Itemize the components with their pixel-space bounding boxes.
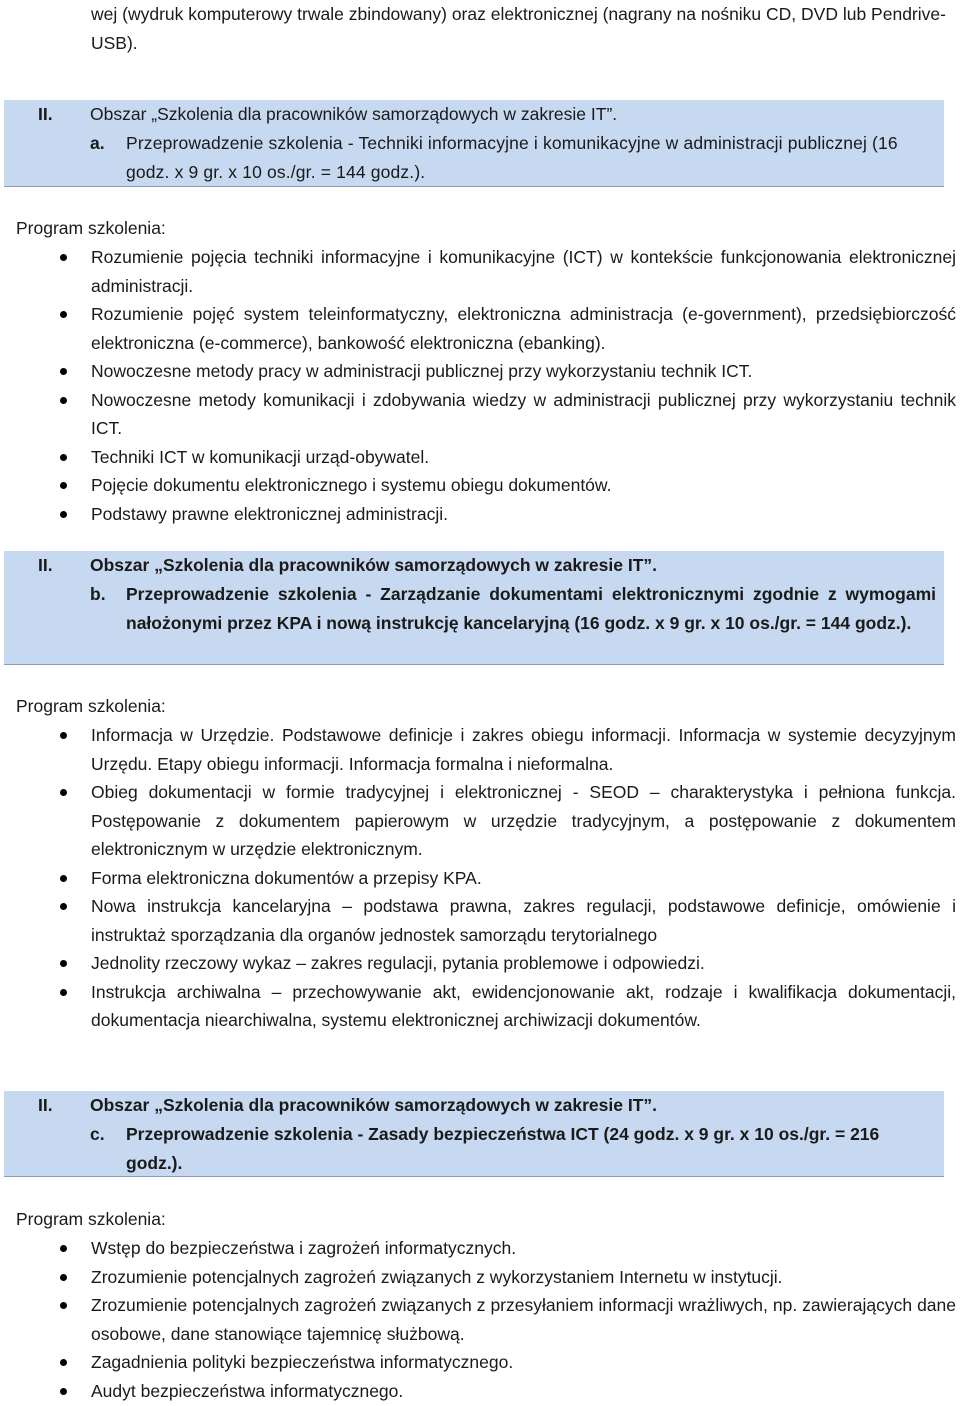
bullet-icon (60, 511, 67, 518)
section-subtitle: Przeprowadzenie szkolenia - Zasady bezpieczeństwa ICT (24 godz. x 9 gr. x 10 os./gr. = 216 godz.). (126, 1124, 880, 1173)
bullet-icon (60, 368, 67, 375)
bullet-icon (60, 989, 67, 996)
list-item: Instrukcja archiwalna – przechowywanie akt, ewidencjonowanie akt, rodzaje i kwalifikacja dokumentacji, dokumentacja niearchiwalna, systemu elektronicznej archiwizacji dokumentów. (0, 978, 960, 1035)
bullet-icon (60, 254, 67, 261)
section-header-b (4, 551, 944, 665)
program-label: Program szkolenia: (16, 1209, 166, 1229)
program-list-a (0, 243, 960, 528)
list-item: Wstęp do bezpieczeństwa i zagrożeń informatycznych. (0, 1234, 960, 1263)
section-header-a (4, 100, 944, 187)
section-title: Obszar „Szkolenia dla pracowników samorządowych w zakresie IT”. (90, 555, 657, 575)
list-item: Zrozumienie potencjalnych zagrożeń związanych z przesyłaniem informacji wrażliwych, np. zawierających dane osobowe, dane stanowiące tajemnicę służbową. (0, 1291, 960, 1348)
program-label: Program szkolenia: (16, 218, 166, 238)
list-item: Podstawy prawne elektronicznej administracji. (0, 500, 960, 529)
section-subtitle: Przeprowadzenie szkolenia - Zarządzanie dokumentami elektronicznymi zgodnie z wymogami nałożonymi przez KPA i nową instrukcję kancelaryjną (16 godz. x 9 gr. x 10 os./gr. = 144 godz.). (126, 584, 936, 633)
bullet-icon (60, 1388, 67, 1395)
bullet-icon (60, 875, 67, 882)
list-item: Techniki ICT w komunikacji urząd-obywatel. (0, 443, 960, 472)
list-item: Rozumienie pojęć system teleinformatyczny, elektroniczna administracja (e-government), przedsiębiorczość elektroniczna (e-commerce), bankowość elektroniczna (ebanking). (0, 300, 960, 357)
list-item: Nowoczesne metody komunikacji i zdobywania wiedzy w administracji publicznej przy wykorzystaniu technik ICT. (0, 386, 960, 443)
section-title: Obszar „Szkolenia dla pracowników samorządowych w zakresie IT”. (90, 104, 618, 124)
program-list-c (0, 1234, 960, 1405)
program-label: Program szkolenia: (16, 696, 166, 716)
list-item: Pojęcie dokumentu elektronicznego i systemu obiegu dokumentów. (0, 471, 960, 500)
list-item: Audyt bezpieczeństwa informatycznego. (0, 1377, 960, 1406)
program-list-b (0, 721, 960, 1035)
list-item: Zagadnienia polityki bezpieczeństwa informatycznego. (0, 1348, 960, 1377)
bullet-icon (60, 732, 67, 739)
bullet-icon (60, 1302, 67, 1309)
bullet-icon (60, 960, 67, 967)
section-header-c (4, 1091, 944, 1177)
section-roman-numeral: II. (38, 104, 53, 124)
list-item: Rozumienie pojęcia techniki informacyjne i komunikacyjne (ICT) w kontekście funkcjonowania elektronicznej administracji. (0, 243, 960, 300)
list-item: Nowa instrukcja kancelaryjna – podstawa prawna, zakres regulacji, podstawowe definicje, omówienie i instruktaż sporządzania dla organów jednostek samorządu terytorialnego (0, 892, 960, 949)
bullet-icon (60, 1274, 67, 1281)
list-item: Obieg dokumentacji w formie tradycyjnej i elektronicznej - SEOD – charakterystyka i pełniona funkcja. Postępowanie z dokumentem papierowym w urzędzie tradycyjnym, a postępowanie z dokumentem elektronicznym w urzędzie elektronicznym. (0, 778, 960, 864)
bullet-icon (60, 454, 67, 461)
list-item: Informacja w Urzędzie. Podstawowe definicje i zakres obiegu informacji. Informacja w systemie decyzyjnym Urzędu. Etapy obiegu informacji. Informacja formalna i nieformalna. (0, 721, 960, 778)
list-item: Jednolity rzeczowy wykaz – zakres regulacji, pytania problemowe i odpowiedzi. (0, 949, 960, 978)
section-letter: c. (90, 1124, 105, 1144)
bullet-icon (60, 1245, 67, 1252)
intro-paragraph: wej (wydruk komputerowy trwale zbindowany) oraz elektronicznej (nagrany na nośniku CD, DVD lub Pendrive-USB). (91, 4, 946, 53)
bullet-icon (60, 1359, 67, 1366)
list-item: Forma elektroniczna dokumentów a przepisy KPA. (0, 864, 960, 893)
section-letter: b. (90, 584, 106, 604)
bullet-icon (60, 482, 67, 489)
section-title: Obszar „Szkolenia dla pracowników samorządowych w zakresie IT”. (90, 1095, 657, 1115)
bullet-icon (60, 311, 67, 318)
list-item: Zrozumienie potencjalnych zagrożeń związanych z wykorzystaniem Internetu w instytucji. (0, 1263, 960, 1292)
bullet-icon (60, 903, 67, 910)
bullet-icon (60, 397, 67, 404)
list-item: Nowoczesne metody pracy w administracji publicznej przy wykorzystaniu technik ICT. (0, 357, 960, 386)
section-roman-numeral: II. (38, 555, 53, 575)
section-subtitle: Przeprowadzenie szkolenia - Techniki informacyjne i komunikacyjne w administracji publicznej (16 godz. x 9 gr. x 10 os./gr. = 144 godz.). (126, 133, 898, 182)
section-roman-numeral: II. (38, 1095, 53, 1115)
bullet-icon (60, 789, 67, 796)
section-letter: a. (90, 133, 105, 153)
